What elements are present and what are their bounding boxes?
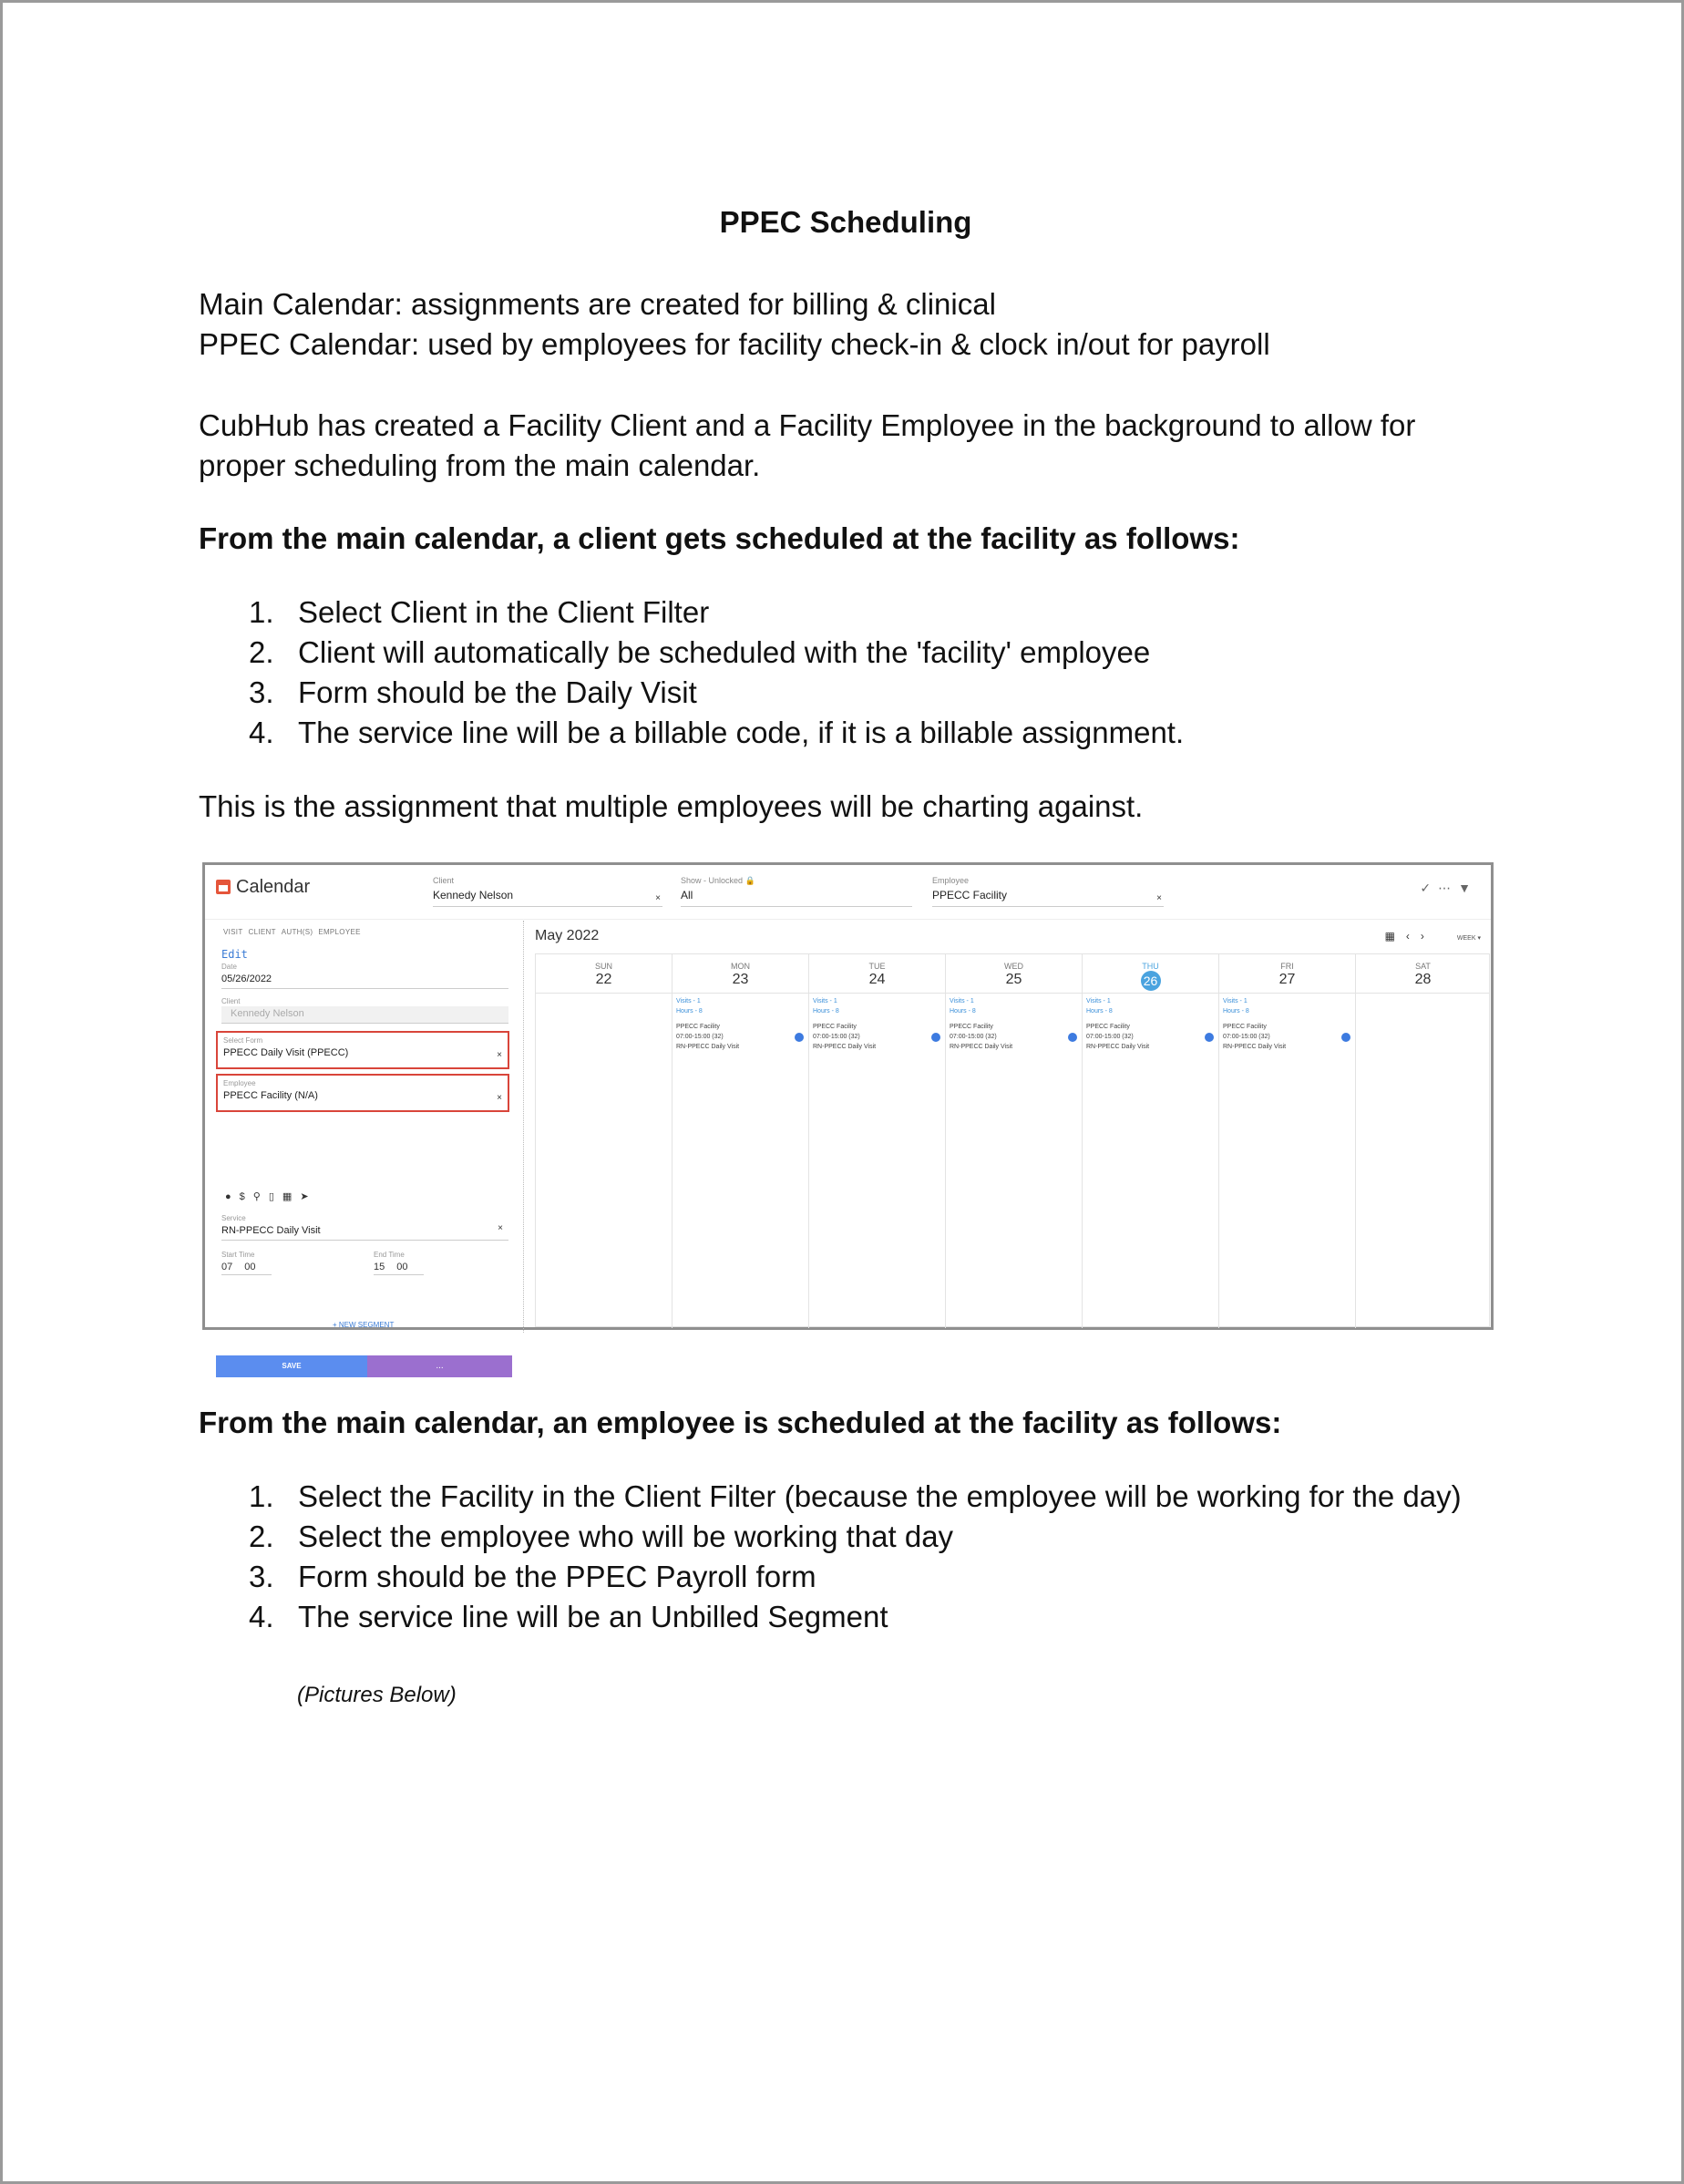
- document-title: PPEC Scheduling: [719, 205, 972, 239]
- clear-icon[interactable]: ×: [1156, 893, 1162, 903]
- calendar-event[interactable]: Visits - 1 Hours - 8 PPECC Facility 07:00-15:00 (32) RN-PPECC Daily Visit: [1086, 996, 1214, 1052]
- list-item: 3. Form should be the PPEC Payroll form: [249, 1560, 816, 1593]
- week-calendar: [529, 921, 1494, 1333]
- toolbar-icons: [1420, 881, 1478, 894]
- day-column[interactable]: SUN 22: [536, 954, 673, 1328]
- tab-visit[interactable]: VISIT: [223, 928, 243, 936]
- calendar-title: Calendar: [216, 876, 310, 898]
- employee-steps: [249, 1477, 1462, 1637]
- dollar-icon[interactable]: $: [239, 1191, 253, 1202]
- day-column[interactable]: SAT 28: [1356, 954, 1490, 1328]
- edit-label: Edit: [221, 948, 248, 961]
- form-select[interactable]: Select Form PPECC Daily Visit (PPECC) ×: [216, 1031, 509, 1069]
- status-dot-icon: [1205, 1033, 1214, 1042]
- calendar-nav: [1374, 930, 1481, 945]
- clock-icon[interactable]: ●: [225, 1191, 240, 1202]
- assignment-note: This is the assignment that multiple employees will be charting against.: [199, 789, 1144, 823]
- status-dot-icon: [795, 1033, 804, 1042]
- client-filter[interactable]: Client Kennedy Nelson ×: [433, 876, 662, 907]
- client-steps: [249, 592, 1184, 753]
- action-buttons: [216, 1355, 512, 1377]
- calendar-small-icon[interactable]: ▦: [282, 1191, 301, 1202]
- intro-line-1: Main Calendar: assignments are created for billing & clinical: [199, 287, 996, 321]
- search-icon[interactable]: ⚲: [252, 1191, 269, 1202]
- service-field[interactable]: Service RN-PPECC Daily Visit ×: [221, 1214, 508, 1241]
- calendar-screenshot: [202, 862, 1494, 1371]
- clear-icon[interactable]: ×: [498, 1223, 503, 1233]
- clear-icon[interactable]: ×: [497, 1050, 502, 1060]
- calendar-event[interactable]: Visits - 1 Hours - 8 PPECC Facility 07:00-15:00 (32) RN-PPECC Daily Visit: [950, 996, 1077, 1052]
- background-line-1: CubHub has created a Facility Client and a Facility Employee in the background to allow for: [199, 408, 1416, 442]
- calendar-event[interactable]: Visits - 1 Hours - 8 PPECC Facility 07:00-15:00 (32) RN-PPECC Daily Visit: [1223, 996, 1350, 1052]
- more-icon[interactable]: ⋯: [1438, 881, 1459, 895]
- list-item: 4. The service line will be an Unbilled Segment: [249, 1600, 888, 1633]
- pictures-caption: (Pictures Below): [297, 1683, 457, 1707]
- day-column[interactable]: TUE 24 Visits - 1 Hours - 8 PPECC Facility 07:00-15:00 (32) RN-PPECC Daily Visit: [809, 954, 946, 1328]
- calendar-icon: [216, 880, 231, 894]
- visit-panel: [205, 921, 524, 1371]
- week-grid: [535, 953, 1490, 1327]
- more-button[interactable]: ...: [367, 1355, 512, 1377]
- calendar-picker-icon[interactable]: ▦: [1384, 930, 1395, 943]
- view-select[interactable]: WEEK ▾: [1456, 935, 1481, 942]
- intro-line-2: PPEC Calendar: used by employees for facility check-in & clock in/out for payroll: [199, 327, 1270, 361]
- background-line-2: proper scheduling from the main calendar.: [199, 448, 761, 482]
- list-item: 3. Form should be the Daily Visit: [249, 675, 697, 709]
- calendar-topbar: [205, 865, 1491, 920]
- calendar-event[interactable]: Visits - 1 Hours - 8 PPECC Facility 07:00-15:00 (32) RN-PPECC Daily Visit: [676, 996, 804, 1052]
- panel-tabs: [223, 926, 366, 939]
- list-item: 4. The service line will be a billable code, if it is a billable assignment.: [249, 716, 1185, 749]
- save-button[interactable]: SAVE: [216, 1355, 367, 1377]
- date-field[interactable]: Date 05/26/2022: [221, 963, 508, 989]
- list-item: 1. Select the Facility in the Client Filter (because the employee will be working for the day): [249, 1479, 1462, 1513]
- client-field: Client Kennedy Nelson: [221, 997, 508, 1024]
- day-column[interactable]: FRI 27 Visits - 1 Hours - 8 PPECC Facility 07:00-15:00 (32) RN-PPECC Daily Visit: [1219, 954, 1356, 1328]
- clear-icon[interactable]: ×: [497, 1093, 502, 1103]
- day-column[interactable]: WED 25 Visits - 1 Hours - 8 PPECC Facility 07:00-15:00 (32) RN-PPECC Daily Visit: [946, 954, 1083, 1328]
- end-time[interactable]: End Time 15 00: [374, 1251, 424, 1275]
- show-filter[interactable]: Show - Unlocked 🔒 All: [681, 876, 912, 907]
- status-dot-icon: [1341, 1033, 1350, 1042]
- lock-icon: 🔒: [744, 876, 755, 885]
- day-column-today[interactable]: THU 26 Visits - 1 Hours - 8 PPECC Facility 07:00-15:00 (32) RN-PPECC Daily Visit: [1083, 954, 1219, 1328]
- employee-heading: From the main calendar, an employee is scheduled at the facility as follows:: [199, 1406, 1282, 1439]
- calendar-event[interactable]: Visits - 1 Hours - 8 PPECC Facility 07:00-15:00 (32) RN-PPECC Daily Visit: [813, 996, 940, 1052]
- status-dot-icon: [931, 1033, 940, 1042]
- list-item: 1. Select Client in the Client Filter: [249, 595, 710, 629]
- visit-tool-icons: [225, 1190, 317, 1203]
- month-label: May 2022: [535, 928, 600, 943]
- tab-auths[interactable]: AUTH(S): [281, 928, 313, 936]
- status-dot-icon: [1068, 1033, 1077, 1042]
- send-icon[interactable]: ➤: [300, 1191, 317, 1202]
- day-column[interactable]: MON 23 Visits - 1 Hours - 8 PPECC Facility 07:00-15:00 (32) RN-PPECC Daily Visit: [673, 954, 809, 1328]
- employee-select[interactable]: Employee PPECC Facility (N/A) ×: [216, 1074, 509, 1112]
- document-icon[interactable]: ▯: [268, 1191, 282, 1202]
- tab-employee[interactable]: EMPLOYEE: [318, 928, 361, 936]
- filter-icon[interactable]: ▼: [1458, 881, 1478, 895]
- new-segment-button[interactable]: + NEW SEGMENT: [333, 1321, 395, 1329]
- start-time[interactable]: Start Time 07 00: [221, 1251, 272, 1275]
- chevron-right-icon[interactable]: ›: [1420, 930, 1424, 943]
- list-item: 2. Select the employee who will be working that day: [249, 1520, 954, 1553]
- tab-client[interactable]: CLIENT: [248, 928, 276, 936]
- clear-icon[interactable]: ×: [655, 893, 661, 903]
- employee-filter[interactable]: Employee PPECC Facility ×: [932, 876, 1164, 907]
- list-item: 2. Client will automatically be scheduled with the 'facility' employee: [249, 635, 1151, 669]
- client-heading: From the main calendar, a client gets scheduled at the facility as follows:: [199, 521, 1240, 555]
- chevron-left-icon[interactable]: ‹: [1405, 930, 1410, 943]
- check-icon[interactable]: ✓: [1420, 881, 1439, 895]
